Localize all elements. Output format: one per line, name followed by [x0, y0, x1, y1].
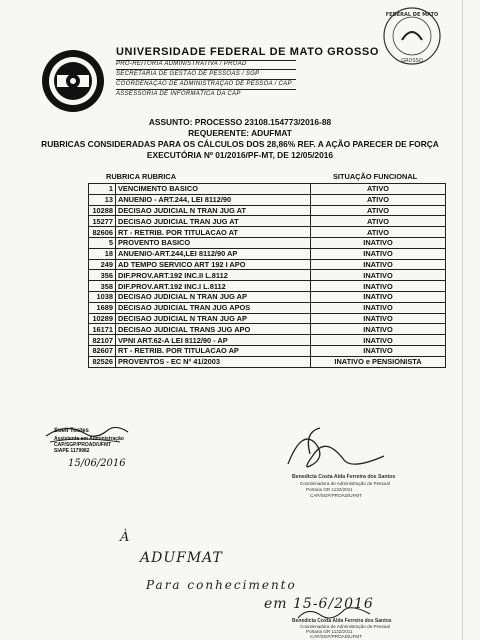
table-row [89, 237, 446, 248]
stamp-bottom-unit: CAP/SGP/PROAD/UFMT [310, 634, 363, 639]
table-row [89, 324, 446, 335]
table-row [89, 345, 446, 356]
rubrica-code-cell: 16171 [89, 324, 116, 335]
handwritten-org: ADUFMAT [140, 550, 223, 566]
situacao-cell: INATIVO [311, 259, 446, 270]
rubrica-desc-cell: DIF.PROV.ART.192 INC.I L.8112 [116, 281, 311, 292]
table-row [89, 216, 446, 227]
stamp-right-role: Coordenadora de Administração de Pessoal [300, 481, 390, 486]
stamp-right-portaria: Portaria GR 1132/2011 [306, 487, 353, 492]
table-row [89, 205, 446, 216]
rubrica-desc-cell: VENCIMENTO BASICO [116, 184, 311, 195]
rubrica-desc-cell: RT - RETRIB. POR TITULACAO AT [116, 227, 311, 238]
situacao-cell: INATIVO [311, 248, 446, 259]
stamp-left-name: Sueli Tostes [54, 428, 89, 434]
rubrica-code-cell: 249 [89, 259, 116, 270]
rubrica-code-cell: 18 [89, 248, 116, 259]
table-row [89, 194, 446, 205]
table-row [89, 248, 446, 259]
university-seal-icon [380, 4, 444, 68]
situacao-cell: ATIVO [311, 205, 446, 216]
situacao-cell: INATIVO [311, 313, 446, 324]
rubrica-code-cell: 82606 [89, 227, 116, 238]
table-row [89, 259, 446, 270]
situacao-cell: INATIVO e PENSIONISTA [311, 356, 446, 367]
ufmt-logo-icon [40, 48, 106, 114]
rubrica-code-cell: 15277 [89, 216, 116, 227]
situacao-cell: INATIVO [311, 281, 446, 292]
header-divider [116, 79, 296, 80]
handwritten-date: em 15-6/2016 [264, 596, 374, 612]
stamp-left-role: Assistente em Administração [54, 436, 124, 442]
table-row [89, 184, 446, 195]
situacao-cell: ATIVO [311, 227, 446, 238]
table-row [89, 313, 446, 324]
stamp-left-unit: CAP/SGP/PROAD/UFMT [54, 442, 112, 448]
rubrica-desc-cell: ANUENIO-ART.244,LEI 8112/90 AP [116, 248, 311, 259]
stamp-bottom-portaria: Portaria GR 1132/2011 [306, 629, 353, 634]
rubrica-desc-cell: DECISAO JUDICIAL N TRAN JUG AT [116, 205, 311, 216]
situacao-cell: INATIVO [311, 237, 446, 248]
rubrica-code-cell: 13 [89, 194, 116, 205]
page-fold-line [462, 0, 463, 640]
subject-line-1: RUBRICAS CONSIDERADAS PARA OS CÁLCULOS DOS 28,86% REF. A AÇÃO PARECER DE FORÇA [41, 139, 439, 149]
stamp-right-unit: CAP/SGP/PROAD/UFMT [310, 493, 363, 498]
handwritten-to: À [120, 530, 131, 545]
rubrica-code-cell: 82107 [89, 335, 116, 346]
rubricas-table [88, 183, 446, 368]
requerente: REQUERENTE: ADUFMAT [188, 128, 292, 138]
stamp-bottom-name: Benedicta Costa Alda Ferreira dos Santos [292, 618, 392, 624]
svg-text:GROSSO: GROSSO [401, 58, 423, 64]
header-divider [116, 69, 296, 70]
rubrica-code-cell: 356 [89, 270, 116, 281]
rubrica-desc-cell: PROVENTOS - EC Nº 41/2003 [116, 356, 311, 367]
situacao-cell: ATIVO [311, 216, 446, 227]
table-row [89, 281, 446, 292]
rubrica-code-cell: 10288 [89, 205, 116, 216]
rubrica-desc-cell: AD TEMPO SERVICO ART 192 I APO [116, 259, 311, 270]
rubrica-code-cell: 1689 [89, 302, 116, 313]
situacao-cell: ATIVO [311, 184, 446, 195]
rubrica-code-cell: 82607 [89, 345, 116, 356]
table-row [89, 356, 446, 367]
rubrica-code-cell: 82526 [89, 356, 116, 367]
dept-proad: PRÓ-REITORIA ADMINISTRATIVA / PROAD [116, 61, 247, 67]
rubrica-desc-cell: PROVENTO BASICO [116, 237, 311, 248]
col-header-rubrica-code: RUBRICA [106, 172, 141, 181]
stamp-bottom-role: Coordenadora de Administração de Pessoal [300, 624, 390, 629]
table-row [89, 291, 446, 302]
rubrica-desc-cell: VPNI ART.62-A LEI 8112/90 - AP [116, 335, 311, 346]
rubrica-code-cell: 5 [89, 237, 116, 248]
situacao-cell: INATIVO [311, 302, 446, 313]
stamp-right-name: Benedicta Costa Alda Ferreira dos Santos [292, 474, 396, 480]
rubrica-code-cell: 1038 [89, 291, 116, 302]
university-name: UNIVERSIDADE FEDERAL DE MATO GROSSO [116, 46, 380, 58]
table-row [89, 335, 446, 346]
rubrica-code-cell: 1 [89, 184, 116, 195]
situacao-cell: INATIVO [311, 335, 446, 346]
subject-line-2: EXECUTÓRIA Nº 01/2016/PF-MT, DE 12/05/2016 [146, 150, 334, 160]
svg-text:FEDERAL DE MATO: FEDERAL DE MATO [385, 12, 439, 18]
dept-cap: COORDENAÇÃO DE ADMINISTRAÇÃO DE PESSOA / CAP [116, 81, 292, 87]
header-divider [116, 89, 296, 90]
dept-sgp: SECRETARIA DE GESTÃO DE PESSOAS / SGP [116, 71, 260, 77]
situacao-cell: INATIVO [311, 291, 446, 302]
rubrica-desc-cell: RT - RETRIB. POR TITULACAO AP [116, 345, 311, 356]
rubrica-desc-cell: DECISAO JUDICIAL N TRAN JUG AP [116, 291, 311, 302]
rubrica-code-cell: 358 [89, 281, 116, 292]
situacao-cell: INATIVO [311, 345, 446, 356]
situacao-cell: INATIVO [311, 324, 446, 335]
dept-informatica: ASSESSORIA DE INFORMÁTICA DA CAP [116, 91, 241, 97]
table-row [89, 302, 446, 313]
rubrica-desc-cell: DIF.PROV.ART.192 INC.II L.8112 [116, 270, 311, 281]
stamp-left-siape: SIAPE 1179982 [54, 448, 90, 454]
rubrica-code-cell: 10289 [89, 313, 116, 324]
table-row [89, 227, 446, 238]
rubrica-desc-cell: DECISAO JUDICIAL TRANS JUG APO [116, 324, 311, 335]
situacao-cell: INATIVO [311, 270, 446, 281]
assunto: ASSUNTO: PROCESSO 23108.154773/2016-88 [148, 117, 332, 127]
table-row [89, 270, 446, 281]
handwritten-purpose: Para conhecimento [146, 578, 297, 592]
col-header-rubrica-desc: RUBRICA [142, 172, 177, 181]
col-header-situacao: SITUAÇÃO FUNCIONAL [333, 172, 418, 181]
rubrica-desc-cell: DECISAO JUDICIAL TRAN JUG APOS [116, 302, 311, 313]
rubrica-desc-cell: ANUENIO - ART.244, LEI 8112/90 [116, 194, 311, 205]
rubrica-desc-cell: DECISAO JUDICIAL N TRAN JUG AP [116, 313, 311, 324]
situacao-cell: ATIVO [311, 194, 446, 205]
handwritten-date-left: 15/06/2016 [68, 458, 126, 469]
rubrica-desc-cell: DECISAO JUDICIAL TRAN JUG AT [116, 216, 311, 227]
